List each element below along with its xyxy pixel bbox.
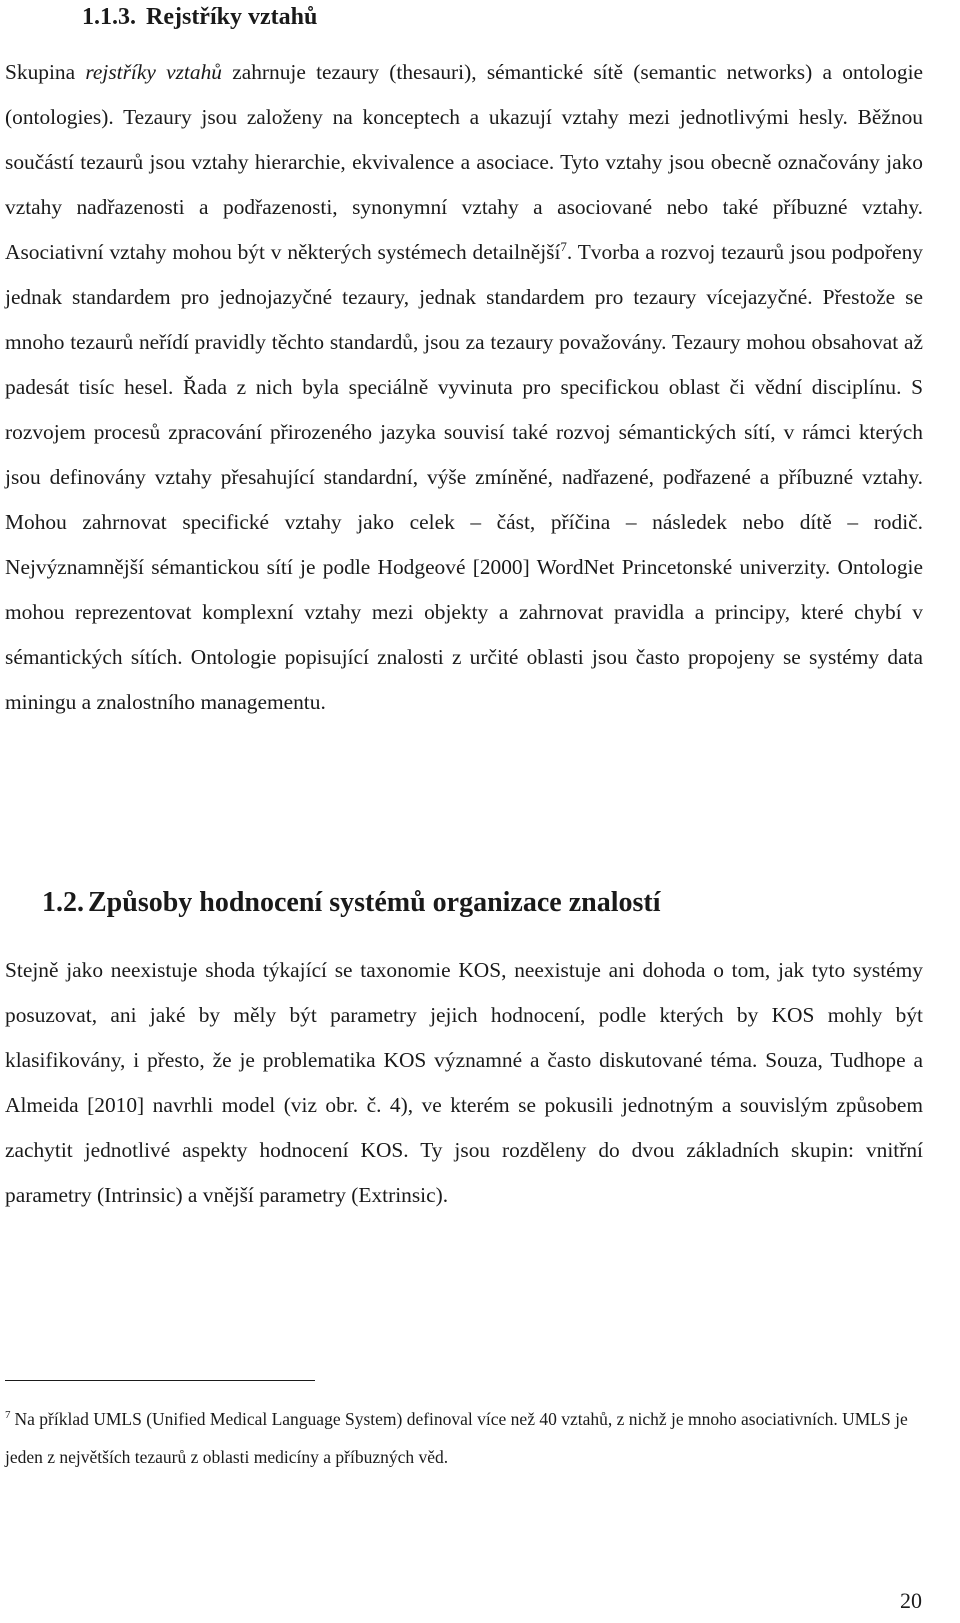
section-heading-1-1-3	[82, 2, 317, 32]
section-heading-1-2	[42, 886, 661, 920]
section-number: 1.2.	[42, 887, 84, 918]
paragraph-relation-registers	[5, 50, 923, 725]
footnote-text: Na příklad UMLS (Unified Medical Language System) definoval více než 40 vztahů, z nichž je mnoho asociativních. UMLS je jeden z největších tezaurů z oblasti medicíny a příbuzných věd.	[5, 1409, 908, 1467]
footnote	[5, 1400, 923, 1476]
paragraph-intro: Skupina	[5, 60, 86, 84]
section-title: Způsoby hodnocení systémů organizace znalostí	[88, 887, 661, 918]
paragraph-text: Stejně jako neexistuje shoda týkající se taxonomie KOS, neexistuje ani dohoda o tom, jak tyto systémy posuzovat, ani jaké by měly být parametry jejich hodnocení, podle kterých by KOS mohly být klasifikovány, i přesto, že je problematika KOS významné a často diskutované téma. Souza, Tudhope a Almeida [2010] navrhli model (viz obr. č. 4), ve kterém se pokusili jednotným a souvislým způsobem zachytit jednotlivé aspekty hodnocení KOS. Ty jsou rozděleny do dvou základních skupin: vnitřní parametry (Intrinsic) a vnější parametry (Extrinsic).	[5, 958, 923, 1207]
page-number: 20	[900, 1588, 922, 1613]
footnote-reference[interactable]: 7	[560, 238, 567, 254]
paragraph-evaluation-methods	[5, 948, 923, 1218]
paragraph-text-continued: . Tvorba a rozvoj tezaurů jsou podpořeny jednak standardem pro jednojazyčné tezaury, jednak standardem pro tezaury vícejazyčné. Přestože se mnoho tezaurů neřídí pravidly těchto standardů, jsou za tezaury považovány. Tezaury mohou obsahovat až padesát tisíc hesel. Řada z nich byla speciálně vyvinuta pro specifickou oblast či vědní disciplínu. S rozvojem procesů zpracování přirozeného jazyka souvisí také rozvoj sémantických sítí, v rámci kterých jsou definovány vztahy přesahující standardní, výše zmíněné, nadřazené, podřazené a příbuzné vztahy. Mohou zahrnovat specifické vztahy jako celek – část, příčina – následek nebo dítě – rodič. Nejvýznamnější sémantickou sítí je podle Hodgeové [2000] WordNet Princetonské univerzity. Ontologie mohou reprezentovat komplexní vztahy mezi objekty a zahrnovat pravidla a principy, které chybí v sémantických sítích. Ontologie popisující znalosti z určité oblasti jsou často propojeny se systémy data miningu a znalostního managementu.	[5, 240, 923, 714]
footnote-separator	[5, 1380, 315, 1381]
footnote-marker: 7	[5, 1409, 11, 1422]
section-number: 1.1.3.	[82, 4, 136, 30]
emphasized-term: rejstříky vztahů	[85, 60, 222, 84]
section-title: Rejstříky vztahů	[146, 4, 318, 30]
paragraph-text: zahrnuje tezaury (thesauri), sémantické sítě (semantic networks) a ontologie (ontologies). Tezaury jsou založeny na konceptech a ukazují vztahy mezi jednotlivými hesly. Běžnou součástí tezaurů jsou vztahy hierarchie, ekvivalence a asociace. Tyto vztahy jsou obecně označovány jako vztahy nadřazenosti a podřazenosti, synonymní vztahy a asociované nebo také příbuzné vztahy. Asociativní vztahy mohou být v některých systémech detailnější	[5, 60, 924, 264]
